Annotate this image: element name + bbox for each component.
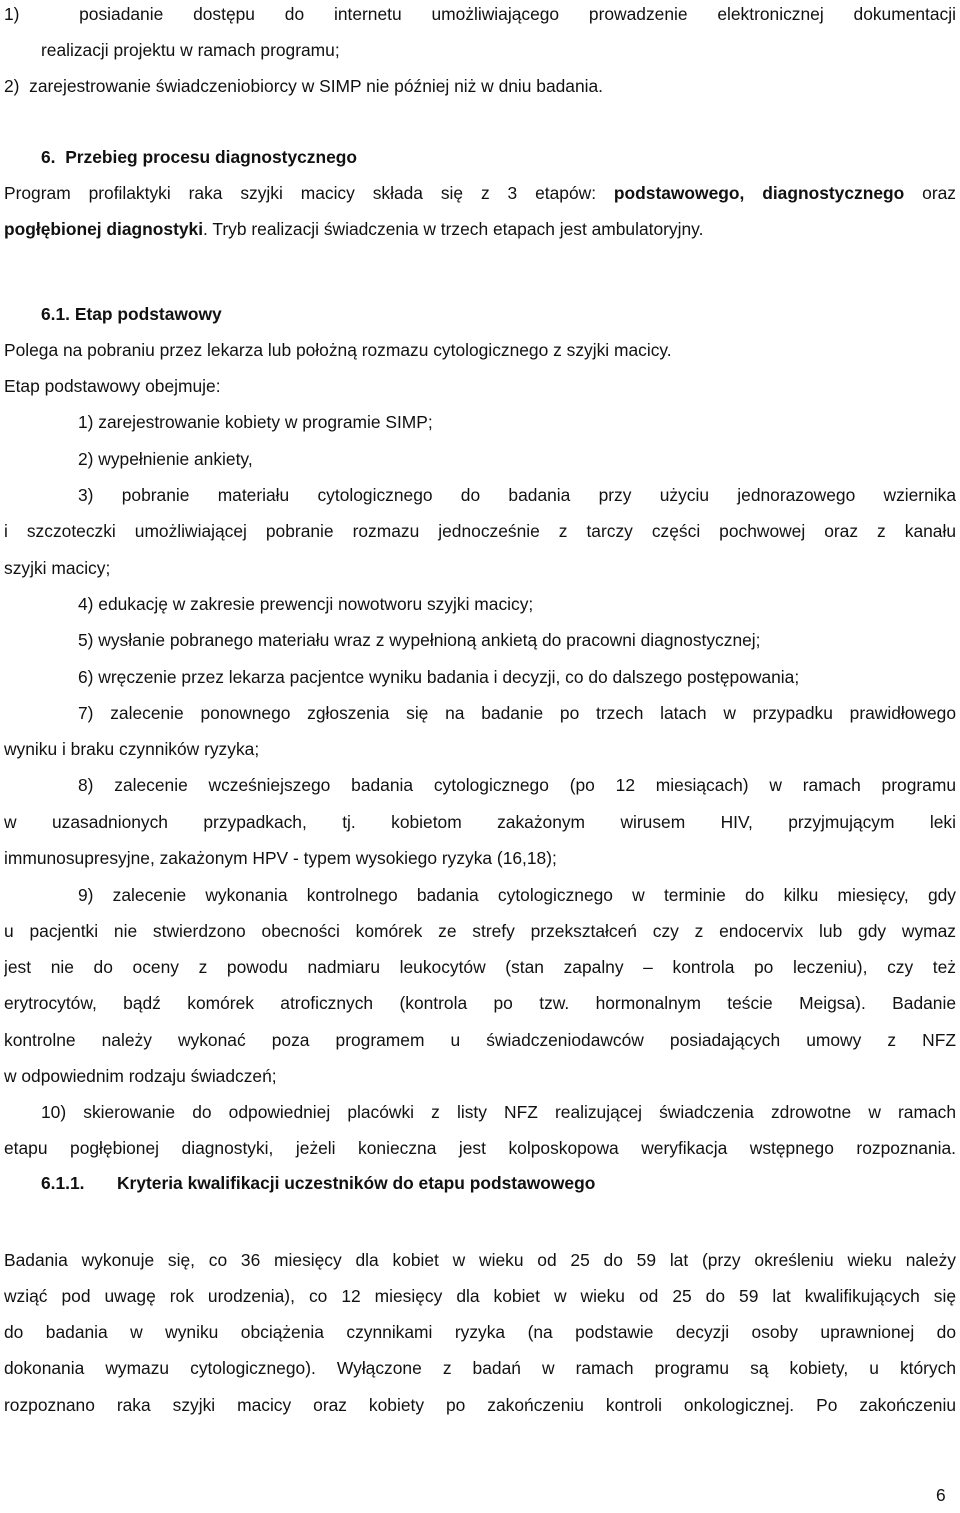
paragraph-line: Etap podstawowy obejmuje: bbox=[4, 376, 221, 396]
paragraph-line: Program profilaktyki raka szyjki macicy składa się z 3 etapów: podstawowego, diagnostycznego oraz bbox=[4, 183, 956, 203]
list-item-continuation: wyniku i braku czynników ryzyka; bbox=[4, 739, 260, 759]
section-heading-6-1 bbox=[41, 303, 956, 325]
section-title: Etap podstawowy bbox=[74, 304, 222, 324]
section-heading-6-1-1 bbox=[41, 1172, 956, 1194]
list-item-continuation: immunosupresyjne, zakażonym HPV - typem wysokiego ryzyka (16,18); bbox=[4, 848, 557, 868]
list-item-continuation: kontrolne należy wykonać poza programem u świadczeniodawców posiadających umowy z NFZ bbox=[4, 1030, 956, 1050]
list-item: 3) pobranie materiału cytologicznego do badania przy użyciu jednorazowego wziernika bbox=[78, 485, 956, 505]
paragraph-line: Polega na pobraniu przez lekarza lub położną rozmazu cytologicznego z szyjki macicy. bbox=[4, 340, 672, 360]
list-item-continuation: realizacji projektu w ramach programu; bbox=[41, 40, 340, 60]
list-item: 10) skierowanie do odpowiedniej placówki z listy NFZ realizującej świadczenia zdrowotne w ramach bbox=[41, 1102, 956, 1122]
paragraph-line: pogłębionej diagnostyki. Tryb realizacji świadczenia w trzech etapach jest ambulatoryjny. bbox=[4, 219, 704, 239]
list-item: 5) wysłanie pobranego materiału wraz z wypełnioną ankietą do pracowni diagnostycznej; bbox=[78, 630, 761, 650]
paragraph-line: wziąć pod uwagę rok urodzenia), co 12 miesięcy dla kobiet w wieku od 25 do 59 lat kwalifikujących się bbox=[4, 1286, 956, 1306]
list-item: 1) zarejestrowanie kobiety w programie SIMP; bbox=[78, 412, 433, 432]
list-item: 7) zalecenie ponownego zgłoszenia się na badanie po trzech latach w przypadku prawidłowego bbox=[78, 703, 956, 723]
list-item: 2) zarejestrowanie świadczeniobiorcy w SIMP nie później niż w dniu badania. bbox=[4, 76, 604, 96]
list-item: 9) zalecenie wykonania kontrolnego badania cytologicznego w terminie do kilku miesięcy, gdy bbox=[78, 885, 956, 905]
list-item-continuation: jest nie do oceny z powodu nadmiaru leukocytów (stan zapalny – kontrola po leczeniu), czy też bbox=[4, 957, 956, 977]
paragraph-line: Badania wykonuje się, co 36 miesięcy dla kobiet w wieku od 25 do 59 lat (przy określeniu wieku należy bbox=[4, 1250, 956, 1270]
list-item: 8) zalecenie wcześniejszego badania cytologicznego (po 12 miesiącach) w ramach programu bbox=[78, 775, 956, 795]
list-item-continuation: szyjki macicy; bbox=[4, 558, 111, 578]
list-item-continuation: w uzasadnionych przypadkach, tj. kobietom zakażonym wirusem HIV, przyjmującym leki bbox=[4, 812, 956, 832]
paragraph-line: rozpoznano raka szyjki macicy oraz kobiety po zakończeniu kontroli onkologicznej. Po zakończeniu bbox=[4, 1395, 956, 1415]
list-item: 4) edukację w zakresie prewencji nowotworu szyjki macicy; bbox=[78, 594, 534, 614]
list-item: 6) wręczenie przez lekarza pacjentce wyniku badania i decyzji, co do dalszego postępowania; bbox=[78, 667, 800, 687]
list-item-continuation: i szczoteczki umożliwiającej pobranie rozmazu jednocześnie z tarczy części pochwowej oraz z kanału bbox=[4, 521, 956, 541]
list-item: 2) wypełnienie ankiety, bbox=[78, 449, 253, 469]
list-item-continuation: etapu pogłębionej diagnostyki, jeżeli konieczna jest kolposkopowa weryfikacja wstępnego rozpoznania. bbox=[4, 1138, 956, 1158]
section-title: Przebieg procesu diagnostycznego bbox=[65, 147, 358, 167]
list-item-continuation: w odpowiednim rodzaju świadczeń; bbox=[4, 1066, 277, 1086]
section-number: 6.1.1. bbox=[41, 1173, 85, 1193]
section-number: 6. bbox=[41, 147, 56, 167]
section-heading-6 bbox=[41, 146, 956, 168]
list-item-continuation: u pacjentki nie stwierdzono obecności komórek ze strefy przekształceń czy z endocervix lub gdy wymaz bbox=[4, 921, 956, 941]
list-item-continuation: erytrocytów, bądź komórek atroficznych (kontrola po tzw. hormonalnym teście Meigsa). Badanie bbox=[4, 993, 956, 1013]
list-item: 1) posiadanie dostępu do internetu umożliwiającego prowadzenie elektronicznej dokumentacji bbox=[4, 4, 956, 24]
paragraph-line: do badania w wyniku obciążenia czynnikami ryzyka (na podstawie decyzji osoby uprawnionej do bbox=[4, 1322, 956, 1342]
paragraph-line: dokonania wymazu cytologicznego). Wyłączone z badań w ramach programu są kobiety, u których bbox=[4, 1358, 956, 1378]
section-number: 6.1. bbox=[41, 304, 71, 324]
section-title: Kryteria kwalifikacji uczestników do etapu podstawowego bbox=[117, 1173, 596, 1193]
page-number: 6 bbox=[936, 1485, 946, 1505]
